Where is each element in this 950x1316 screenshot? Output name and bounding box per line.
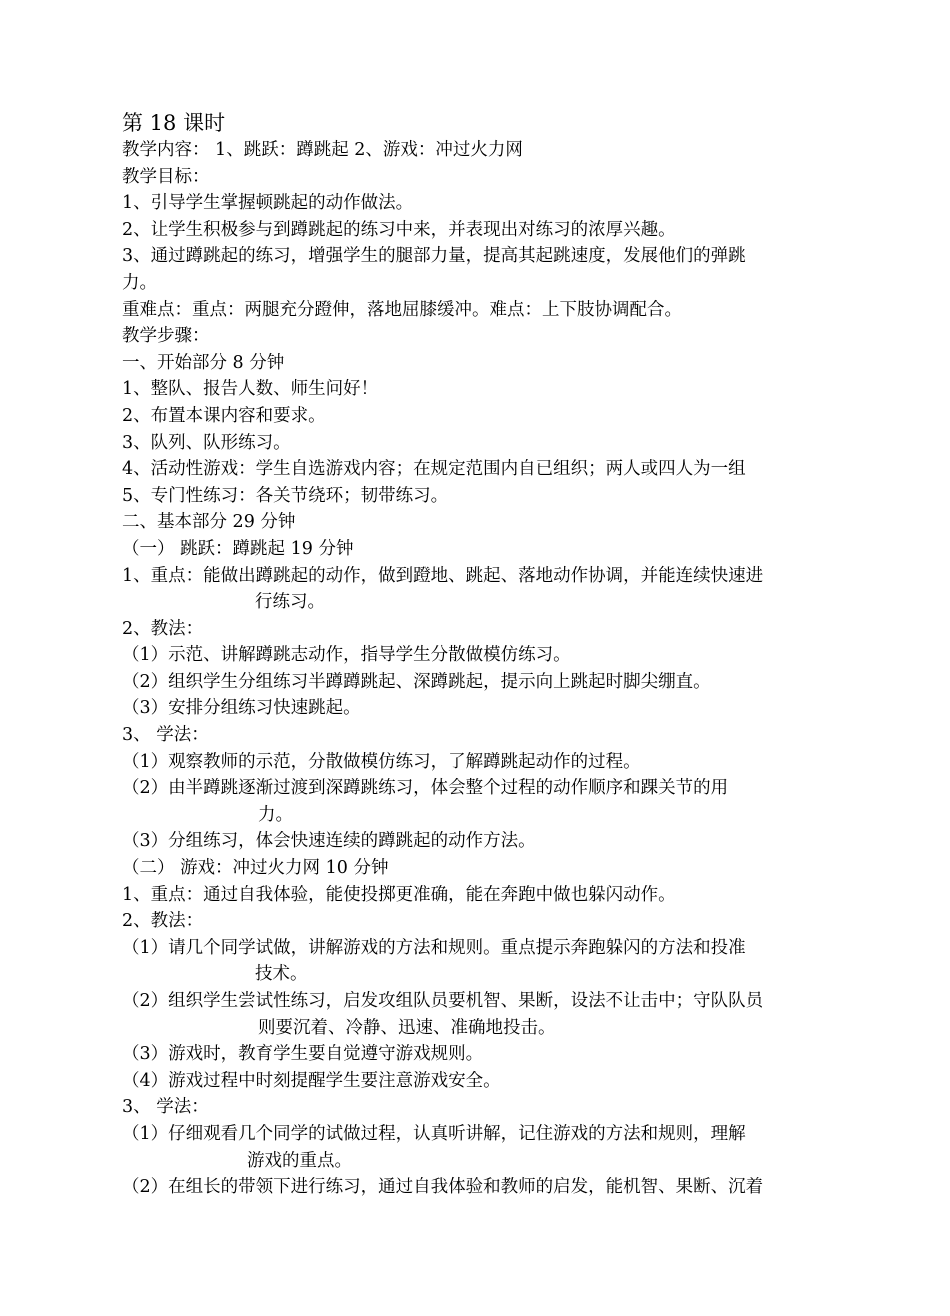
section1-teaching-heading: 2、教法： [122,618,204,639]
steps-heading: 教学步骤： [122,326,210,347]
section1-heading: （一） 跳跃：蹲跳起 19 分钟 [122,538,354,559]
part1-item: 2、布置本课内容和要求。 [122,405,326,426]
part2-heading: 二、基本部分 29 分钟 [122,512,296,533]
section1-key-point: 1、重点：能做出蹲跳起的动作，做到蹬地、跳起、落地动作协调，并能连续快速进 [122,565,764,586]
section2-teaching-heading: 2、教法： [122,911,204,932]
section2-teaching-item: （3）游戏时，教育学生要自觉遵守游戏规则。 [122,1044,484,1065]
section1-learning-item-continuation: 力。 [258,804,293,825]
goal-item: 1、引导学生掌握顿跳起的动作做法。 [122,193,414,214]
lesson-title: 第 18 课时 [122,111,226,135]
section1-teaching-item: （2）组织学生分组练习半蹲蹲跳起、深蹲跳起，提示向上跳起时脚尖绷直。 [122,671,711,692]
section1-learning-item: （1）观察教师的示范，分散做模仿练习，了解蹲跳起动作的过程。 [122,751,641,772]
part1-item: 4、活动性游戏：学生自选游戏内容；在规定范围内自已组织；两人或四人为一组 [122,459,746,480]
section1-teaching-item: （3）安排分组练习快速跳起。 [122,698,361,719]
section1-teaching-item: （1）示范、讲解蹲跳志动作，指导学生分散做模仿练习。 [122,645,571,666]
part1-item: 3、队列、队形练习。 [122,432,291,453]
section2-teaching-item-continuation: 则要沉着、冷静、迅速、准确地投击。 [258,1017,556,1038]
section2-key-point: 1、重点：通过自我体验，能使投掷更准确，能在奔跑中做也躲闪动作。 [122,884,676,905]
goals-heading: 教学目标： [122,166,210,187]
section1-key-point-continuation: 行练习。 [255,592,325,613]
section2-teaching-item-continuation: 技术。 [255,964,308,985]
teaching-content: 教学内容： 1、跳跃：蹲跳起 2、游戏：冲过火力网 [122,140,523,160]
section2-learning-item-continuation: 游戏的重点。 [247,1150,352,1171]
goal-item: 2、让学生积极参与到蹲跳起的练习中来，并表现出对练习的浓厚兴趣。 [122,219,676,240]
part1-item: 1、整队、报告人数、师生问好！ [122,379,379,400]
document-body [122,110,834,1201]
section2-teaching-item: （1）请几个同学试做，讲解游戏的方法和规则。重点提示奔跑躲闪的方法和投准 [122,937,746,958]
section2-learning-item: （2）在组长的带领下进行练习，通过自我体验和教师的启发，能机智、果断、沉着 [122,1177,764,1198]
part1-heading: 一、开始部分 8 分钟 [122,352,285,373]
section1-learning-item: （2）由半蹲跳逐渐过渡到深蹲跳练习，体会整个过程的动作顺序和踝关节的用 [122,778,729,799]
goal-item-continuation: 力。 [122,272,157,293]
goal-item: 3、通过蹲跳起的练习，增强学生的腿部力量，提高其起跳速度，发展他们的弹跳 [122,246,746,267]
section1-learning-heading: 3、 学法： [122,725,209,746]
key-points: 重难点：重点：两腿充分蹬伸，落地屈膝缓冲。难点：上下肢协调配合。 [122,299,682,320]
section2-learning-heading: 3、 学法： [122,1097,209,1118]
section2-learning-item: （1）仔细观看几个同学的试做过程，认真听讲解，记住游戏的方法和规则，理解 [122,1123,746,1144]
section2-teaching-item: （2）组织学生尝试性练习，启发攻组队员要机智、果断，设法不让击中；守队队员 [122,991,764,1011]
part1-item: 5、专门性练习：各关节绕环；韧带练习。 [122,485,449,506]
section2-teaching-item: （4）游戏过程中时刻提醒学生要注意游戏安全。 [122,1070,501,1091]
section1-learning-item: （3）分组练习，体会快速连续的蹲跳起的动作方法。 [122,831,536,852]
section2-heading: （二） 游戏：冲过火力网 10 分钟 [122,858,389,879]
